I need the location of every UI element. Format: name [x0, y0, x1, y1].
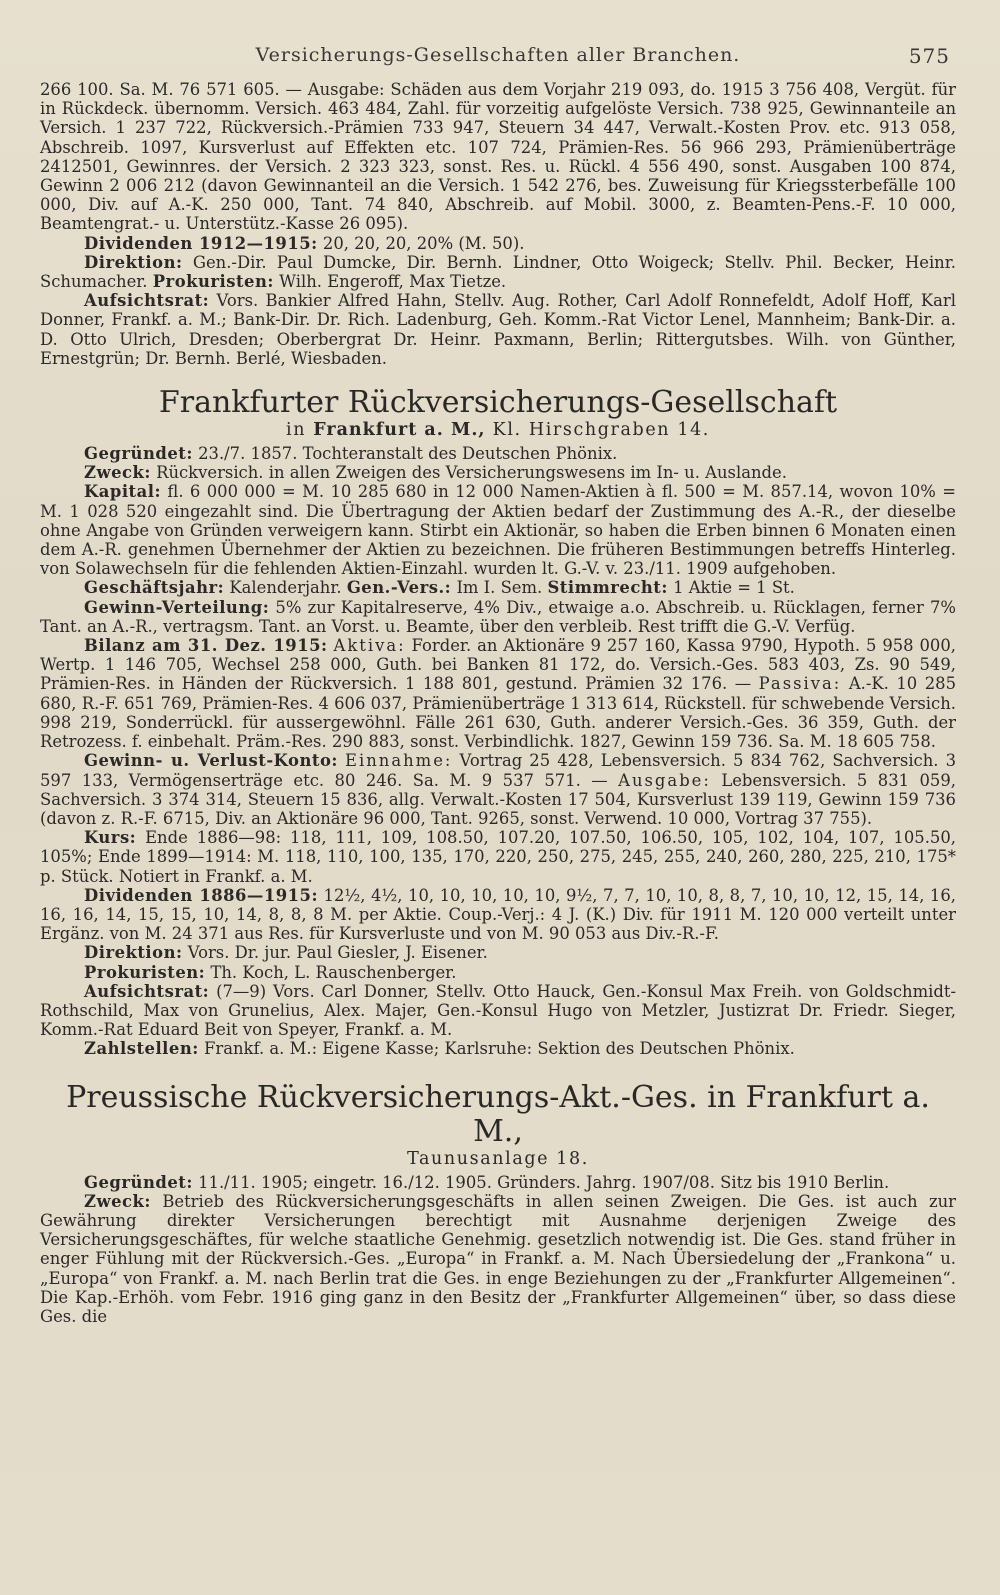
section2-address: Taunusanlage 18.: [407, 1148, 589, 1169]
purpose-text: Rückversich. in allen Zweigen des Versicherungswesens im In- u. Auslande.: [150, 463, 787, 483]
liabilities-text: A.-K. 10 285 680, R.-F. 651 769, Prämien-Res. 4 606 037, Prämienüberträge 1 313 614, Rückstell. für schwebende Versich. 998 219, Sonderrückl. für aussergewöhnl. Fälle 261 630, Guth. anderer Versich.-Ges. 36 359, Guth. der Retrozess. f. einbehalt. Präm.-Res. 290 883, sonst. Verbindlichk. 1827, Gewinn 159 736. Sa. M. 18 605 758.: [40, 674, 956, 752]
page-number: 575: [908, 44, 950, 68]
management-entry: [40, 943, 956, 962]
address-street: Kl. Hirschgraben 14.: [485, 420, 710, 441]
profit-loss-label: Gewinn- u. Verlust-Konto:: [84, 751, 338, 771]
paying-agents-entry: [40, 1039, 956, 1058]
management-label: Direktion:: [84, 943, 183, 963]
authorized-officers-text: Th. Koch, L. Rauschenberger.: [205, 962, 457, 982]
capital-label: Kapital:: [84, 482, 162, 502]
general-meeting-text: Im I. Sem.: [451, 578, 548, 598]
management-text: Vors. Dr. jur. Paul Giesler, J. Eisener.: [182, 943, 488, 963]
profit-loss-entry: [40, 751, 956, 828]
founded-text: 23./7. 1857. Tochteranstalt des Deutschen Phönix.: [192, 444, 618, 464]
dividends-history-label: Dividenden 1886—1915:: [84, 885, 318, 905]
founded-entry: [40, 444, 956, 463]
founded-label: Gegründet:: [84, 444, 193, 464]
supervisory-board-text: Vors. Bankier Alfred Hahn, Stellv. Aug. Rother, Carl Adolf Ronnefeldt, Adolf Hoff, Karl Donner, Frankf. a. M.; Bank-Dir. Dr. Rich. Ladenburg, Geh. Komm.-Rat Victor Lenel, Mannheim; Bank-Dir. a. D. Otto Ulrich, Dresden; Oberbergrat Dr. Heinr. Paxmann, Berlin; Rittergutsbes. Wilh. von Günther, Ernestgrün; Dr. Bernh. Berlé, Wiesbaden.: [40, 291, 956, 368]
balance-sheet-label: Bilanz am 31. Dez. 1915:: [84, 636, 328, 656]
profit-distribution-label: Gewinn-Verteilung:: [84, 597, 270, 617]
address-city: Frankfurt a. M.,: [313, 420, 486, 441]
purpose-label: Zweck:: [84, 463, 151, 483]
paying-agents-label: Zahlstellen:: [84, 1039, 199, 1059]
running-title: Versicherungs-Gesellschaften aller Branchen.: [255, 44, 741, 66]
profit-distribution-entry: [40, 598, 956, 636]
purpose-entry: [40, 463, 956, 482]
profit-loss-continuation: 266 100. Sa. M. 76 571 605. — Ausgabe: Schäden aus dem Vorjahr 219 093, do. 1915 3 756 408, Vergüt. für in Rückdeck. übernomm. Versich. 463 484, Zahl. für vorzeitig aufgelöste Versich. 738 925, Gewinnanteile an Versich. 1 237 722, Rückversich.-Prämien 733 947, Steuern 34 447, Verwalt.-Kosten Prov. etc. 913 058, Abschreib. 1097, Kursverlust auf Effekten etc. 107 724, Prämien-Res. 56 966 293, Prämienüberträge 2412501, Gewinnres. der Versich. 2 323 323, sonst. Res. u. Rückl. 4 556 490, sonst. Ausgaben 100 874, Gewinn 2 006 212 (davon Gewinnanteil an die Versich. 1 542 276, bes. Zuweisung für Kriegssterbefälle 100 000, Div. auf A.-K. 250 000, Tant. 74 840, Abschreib. auf Mobil. 3000, z. Beamten-Pens.-F. 10 000, Beamtengrat.- u. Unterstütz.-Kasse 26 095).: [40, 80, 956, 234]
assets-text: Forder. an Aktionäre 9 257 160, Kassa 9790, Hypoth. 5 958 000, Wertp. 1 146 705, Wechsel 258 000, Guth. bei Banken 81 172, do. Versich.-Ges. 583 403, Zs. 90 549, Prämien-Res. in Händen der Rückversich. 1 188 801, gestund. Prämien 32 176. —: [40, 636, 956, 694]
section-title: Frankfurter Rückversicherungs-Gesellschaft: [158, 385, 838, 421]
section-address: [40, 420, 956, 440]
fiscal-year-label: Geschäftsjahr:: [84, 578, 225, 598]
s2-purpose-label: Zweck:: [84, 1191, 151, 1211]
dividends-entry: [40, 234, 956, 253]
board-text: Gen.-Dir. Paul Dumcke, Dir. Bernh. Lindner, Otto Woigeck; Stellv. Phil. Becker, Heinr. Schumacher.: [40, 252, 956, 292]
dividends-text: 20, 20, 20, 20% (M. 50).: [317, 233, 525, 253]
supervisory-board-label: Aufsichtsrat:: [84, 291, 210, 311]
share-price-entry: [40, 828, 956, 886]
section-preussische-rueckversicherung: [40, 1081, 956, 1327]
proxies-label: Prokuristen:: [152, 272, 274, 292]
paying-agents-text: Frankf. a. M.: Eigene Kasse; Karlsruhe: Sektion des Deutschen Phönix.: [198, 1039, 795, 1059]
income-label: Einnahme:: [345, 751, 453, 771]
s2-purpose-text: Betrieb des Rückversicherungsgeschäfts in allen seinen Zweigen. Die Ges. ist auch zur Gewährung direkter Versicherungen berechtigt mit Ausnahme derjenigen Zweige des Versicherungsgeschäftes, für welche staatliche Genehmig. gesetzlich notwendig ist. Die Ges. stand früher in enger Fühlung mit der Rückversich.-Ges. „Europa“ in Frankf. a. M. Nach Übersiedelung der „Frankona“ u. „Europa“ von Frankf. a. M. nach Berlin trat die Ges. in enge Beziehungen zu der „Frankfurter Allgemeinen“. Die Kap.-Erhöh. vom Febr. 1916 ging ganz in den Besitz der „Frankfurter Allgemeinen“ über, so dass diese Ges. die: [40, 1191, 956, 1326]
previous-company-block: [40, 80, 956, 368]
voting-right-label: Stimmrecht:: [547, 578, 668, 598]
expenses-label: Ausgabe:: [618, 770, 711, 790]
assets-label: Aktiva:: [333, 636, 406, 656]
s2-purpose-entry: [40, 1192, 956, 1326]
supervisory-label: Aufsichtsrat:: [84, 981, 210, 1001]
board-label: Direktion:: [84, 252, 183, 272]
dividends-label: Dividenden 1912—1915:: [84, 233, 318, 253]
address-prefix: in: [286, 420, 314, 441]
expenses-text: Lebensversich. 5 831 059, Sachversich. 3 374 314, Steuern 15 836, allg. Verwalt.-Kosten 17 504, Kursverlust 139 119, Gewinn 159 736 (davon z. R.-F. 6715, Div. an Aktionäre 96 000, Tant. 9265, sonst. Verwend. 10 000, Vortrag 37 755).: [40, 770, 956, 828]
board-entry: [40, 253, 956, 291]
authorized-officers-label: Prokuristen:: [84, 962, 206, 982]
liabilities-label: Passiva:: [758, 674, 842, 694]
proxies-text: Wilh. Engeroff, Max Tietze.: [273, 272, 507, 292]
section-frankfurter-rueckversicherung: [40, 386, 956, 1059]
share-price-label: Kurs:: [84, 828, 137, 848]
capital-entry: [40, 482, 956, 578]
share-price-text: Ende 1886—98: 118, 111, 109, 108.50, 107.20, 107.50, 106.50, 105, 102, 104, 107, 105.50, 105%; Ende 1899—1914: M. 118, 110, 100, 135, 170, 220, 250, 275, 245, 255, 240, 260, 280, 225, 210, 175* p. Stück. Notiert in Frankf. a. M.: [40, 828, 956, 886]
s2-founded-label: Gegründet:: [84, 1172, 193, 1192]
profit-distribution-text: 5% zur Kapitalreserve, 4% Div., etwaige a.o. Abschreib. u. Rücklagen, ferner 7% Tant. an A.-R., vertragsm. Tant. an Vorst. u. Beamte, über den verbleib. Rest trifft die G.-V. Verfüg.: [40, 597, 956, 636]
supervisory-entry: [40, 982, 956, 1040]
supervisory-text: (7—9) Vors. Carl Donner, Stellv. Otto Hauck, Gen.-Konsul Max Freih. von Goldschmidt-Rothschild, Max von Grunelius, Alex. Majer, Gen.-Konsul Hugo von Metzler, Justizrat Dr. Friedr. Sieger, Komm.-Rat Eduard Beit von Speyer, Frankf. a. M.: [40, 981, 956, 1040]
running-header: [40, 44, 956, 66]
fiscal-year-entry: [40, 578, 956, 597]
general-meeting-label: Gen.-Vers.:: [346, 578, 452, 598]
s2-founded-entry: [40, 1173, 956, 1192]
balance-sheet-entry: [40, 636, 956, 751]
dividends-history-text: 12½, 4½, 10, 10, 10, 10, 10, 9½, 7, 7, 10, 10, 8, 8, 7, 10, 10, 12, 15, 14, 16, 16, 16, 14, 15, 15, 10, 14, 8, 8, 8 M. per Aktie. Coup.-Verj.: 4 J. (K.) Div. für 1911 M. 120 000 verteilt unter Ergänz. von M. 24 371 aus Res. für Kursverluste und von M. 90 053 aus Div.-R.-F.: [40, 885, 956, 944]
s2-founded-text: 11./11. 1905; eingetr. 16./12. 1905. Gründers. Jahrg. 1907/08. Sitz bis 1910 Berlin.: [192, 1172, 890, 1192]
voting-right-text: 1 Aktie = 1 St.: [667, 578, 795, 598]
dividends-history-entry: [40, 886, 956, 944]
authorized-officers-entry: [40, 963, 956, 982]
fiscal-year-text: Kalenderjahr.: [224, 578, 347, 598]
supervisory-board-entry: [40, 291, 956, 368]
capital-text: fl. 6 000 000 = M. 10 285 680 in 12 000 Namen-Aktien à fl. 500 = M. 857.14, wovon 10% = M. 1 028 520 eingezahlt sind. Die Übertragung der Aktien bedarf der Zustimmung des A.-R., der dieselbe ohne Angabe von Gründen verweigern kann. Stirbt ein Aktionär, so haben die Erben binnen 6 Monaten einen dem A.-R. genehmen Übernehmer der Aktien zu bezeichnen. Die früheren Bestimmungen betreffs Hinterleg. von Solawechseln für die fehlenden Aktien-Einzahl. wurden lt. G.-V. v. 23./11. 1909 aufgehoben.: [40, 482, 956, 579]
section2-title: Preussische Rückversicherungs-Akt.-Ges. in Frankfurt a. M.,: [66, 1079, 930, 1149]
income-text: Vortrag 25 428, Lebensversich. 5 834 762, Sachversich. 3 597 133, Vermögenserträge etc. 80 246. Sa. M. 9 537 571. —: [40, 751, 956, 790]
